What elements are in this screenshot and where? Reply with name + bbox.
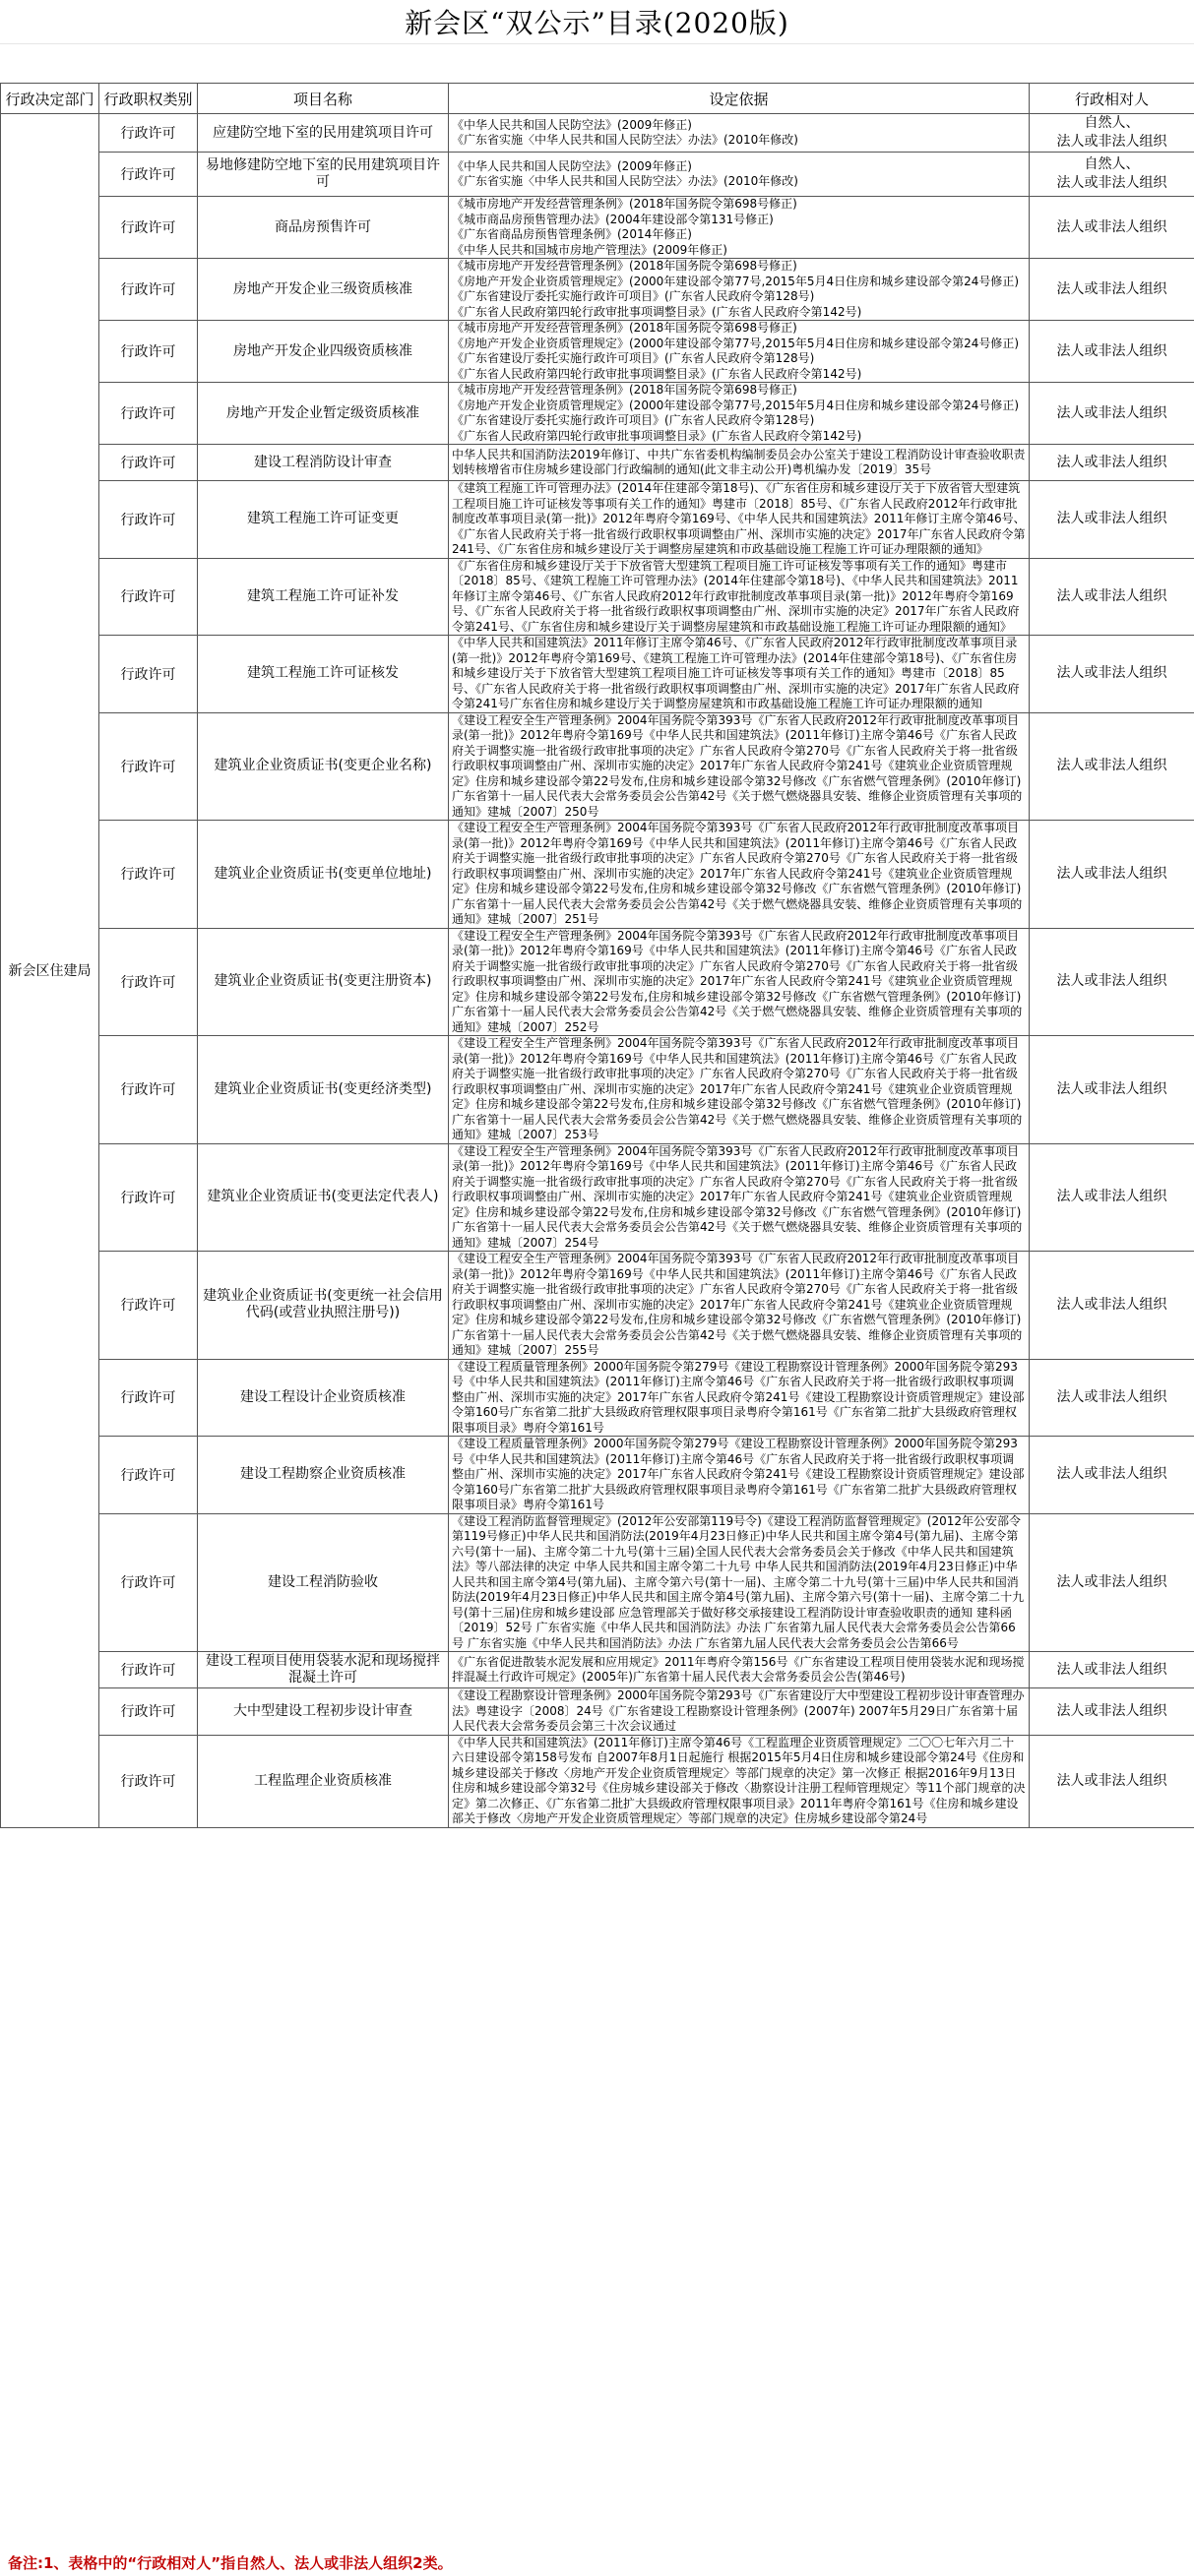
basis-cell: 《建设工程安全生产管理条例》2004年国务院令第393号《广东省人民政府2012年行政审批制度改革事项目录(第一批)》2012年粤府令第169号《中华人民共和国建筑法》(2011年修订)主席令第46号《广东省人民政府关于调整实施一批省级行政审批事项的决定》广东省人民政府令第270号《广东省人民政府关于将一批省级行政职权事项调整由广州、深圳市实施的决定》2017年广东省人民政府令第241号《建筑业企业资质管理规定》住房和城乡建设部令第22号发布,住房和城乡建设部令第32号修改《广东省燃气管理条例》(2010年修订)广东省第十一届人民代表大会常务委员会公告第42号《关于燃气燃烧器具安装、维修企业资质管理有关事项的通知》建城〔2007〕252号 (449, 928, 1030, 1036)
table-row (1, 558, 1194, 636)
table-row (1, 1252, 1194, 1360)
header-name: 项目名称 (198, 84, 449, 114)
table-row (1, 321, 1194, 383)
basis-cell: 《建设工程安全生产管理条例》2004年国务院令第393号《广东省人民政府2012年行政审批制度改革事项目录(第一批)》2012年粤府令第169号《中华人民共和国建筑法》(2011年修订)主席令第46号《广东省人民政府关于调整实施一批省级行政审批事项的决定》广东省人民政府令第270号《广东省人民政府关于将一批省级行政职权事项调整由广州、深圳市实施的决定》2017年广东省人民政府令第241号《建筑业企业资质管理规定》住房和城乡建设部令第22号发布,住房和城乡建设部令第32号修改《广东省燃气管理条例》(2010年修订)广东省第十一届人民代表大会常务委员会公告第42号《关于燃气燃烧器具安装、维修企业资质管理有关事项的通知》建城〔2007〕255号 (449, 1252, 1030, 1360)
table-row (1, 636, 1194, 713)
target-cell: 法人或非法人组织 (1030, 1359, 1194, 1437)
name-cell: 建设工程设计企业资质核准 (198, 1359, 449, 1437)
table-row (1, 153, 1194, 197)
target-cell: 法人或非法人组织 (1030, 928, 1194, 1036)
table-row (1, 197, 1194, 259)
basis-cell: 《建设工程安全生产管理条例》2004年国务院令第393号《广东省人民政府2012年行政审批制度改革事项目录(第一批)》2012年粤府令第169号《中华人民共和国建筑法》(2011年修订)主席令第46号《广东省人民政府关于调整实施一批省级行政审批事项的决定》广东省人民政府令第270号《广东省人民政府关于将一批省级行政职权事项调整由广州、深圳市实施的决定》2017年广东省人民政府令第241号《建筑业企业资质管理规定》住房和城乡建设部令第22号发布,住房和城乡建设部令第32号修改《广东省燃气管理条例》(2010年修订)广东省第十一届人民代表大会常务委员会公告第42号《关于燃气燃烧器具安装、维修企业资质管理有关事项的通知》建城〔2007〕250号 (449, 712, 1030, 821)
table-row (1, 1437, 1194, 1514)
name-cell: 建筑业企业资质证书(变更统一社会信用代码(或营业执照注册号)) (198, 1252, 449, 1360)
name-cell: 房地产开发企业四级资质核准 (198, 321, 449, 383)
name-cell: 易地修建防空地下室的民用建筑项目许可 (198, 153, 449, 197)
name-cell: 建设工程勘察企业资质核准 (198, 1437, 449, 1514)
kind-cell: 行政许可 (99, 1513, 198, 1652)
table-row (1, 1143, 1194, 1252)
dept-cell: 新会区住建局 (1, 114, 99, 1828)
basis-cell: 《建设工程质量管理条例》2000年国务院令第279号《建设工程勘察设计管理条例》2000年国务院令第293号《中华人民共和国建筑法》(2011年修订)主席令第46号《广东省人民政府关于将一批省级行政职权事项调整由广州、深圳市实施的决定》2017年广东省人民政府令第241号《建设工程勘察设计资质管理规定》建设部令第160号广东省第二批扩大县级政府管理权限事项目录粤府令第161号《广东省第二批扩大县级政府管理权限事项目录》粤府令第161号 (449, 1437, 1030, 1514)
kind-cell: 行政许可 (99, 1688, 198, 1736)
target-cell: 法人或非法人组织 (1030, 1652, 1194, 1688)
name-cell: 建设工程消防验收 (198, 1513, 449, 1652)
table-row (1, 1036, 1194, 1144)
basis-cell: 《建设工程安全生产管理条例》2004年国务院令第393号《广东省人民政府2012年行政审批制度改革事项目录(第一批)》2012年粤府令第169号《中华人民共和国建筑法》(2011年修订)主席令第46号《广东省人民政府关于调整实施一批省级行政审批事项的决定》广东省人民政府令第270号《广东省人民政府关于将一批省级行政职权事项调整由广州、深圳市实施的决定》2017年广东省人民政府令第241号《建筑业企业资质管理规定》住房和城乡建设部令第22号发布,住房和城乡建设部令第32号修改《广东省燃气管理条例》(2010年修订)广东省第十一届人民代表大会常务委员会公告第42号《关于燃气燃烧器具安装、维修企业资质管理有关事项的通知》建城〔2007〕254号 (449, 1143, 1030, 1252)
kind-cell: 行政许可 (99, 259, 198, 321)
basis-cell: 中华人民共和国消防法2019年修订、中共广东省委机构编制委员会办公室关于建设工程消防设计审查验收职责划转核增省市住房城乡建设部门行政编制的通知(此文非主动公开)粤机编办发〔2019〕35号 (449, 445, 1030, 481)
name-cell: 大中型建设工程初步设计审查 (198, 1688, 449, 1736)
name-cell: 应建防空地下室的民用建筑项目许可 (198, 114, 449, 153)
basis-cell: 《建设工程安全生产管理条例》2004年国务院令第393号《广东省人民政府2012年行政审批制度改革事项目录(第一批)》2012年粤府令第169号《中华人民共和国建筑法》(2011年修订)主席令第46号《广东省人民政府关于调整实施一批省级行政审批事项的决定》广东省人民政府令第270号《广东省人民政府关于将一批省级行政职权事项调整由广州、深圳市实施的决定》2017年广东省人民政府令第241号《建筑业企业资质管理规定》住房和城乡建设部令第22号发布,住房和城乡建设部令第32号修改《广东省燃气管理条例》(2010年修订)广东省第十一届人民代表大会常务委员会公告第42号《关于燃气燃烧器具安装、维修企业资质管理有关事项的通知》建城〔2007〕253号 (449, 1036, 1030, 1144)
basis-cell: 《建设工程质量管理条例》2000年国务院令第279号《建设工程勘察设计管理条例》2000年国务院令第293号《中华人民共和国建筑法》(2011年修订)主席令第46号《广东省人民政府关于将一批省级行政职权事项调整由广州、深圳市实施的决定》2017年广东省人民政府令第241号《建设工程勘察设计资质管理规定》建设部令第160号广东省第二批扩大县级政府管理权限事项目录粤府令第161号《广东省第二批扩大县级政府管理权限事项目录》粤府令第161号 (449, 1359, 1030, 1437)
target-cell: 自然人、 法人或非法人组织 (1030, 114, 1194, 153)
basis-cell: 《城市房地产开发经营管理条例》(2018年国务院令第698号修正) 《房地产开发企业资质管理规定》(2000年建设部令第77号,2015年5月4日住房和城乡建设部令第24号修正) 《广东省建设厅委托实施行政许可项目》(广东省人民政府令第128号) 《广东省人民政府第四轮行政审批事项调整目录》(广东省人民政府令第142号) (449, 383, 1030, 445)
target-cell: 法人或非法人组织 (1030, 1688, 1194, 1736)
name-cell: 工程监理企业资质核准 (198, 1735, 449, 1827)
basis-cell: 《建筑工程施工许可管理办法》(2014年住建部令第18号)、《广东省住房和城乡建设厅关于下放省管大型建筑工程项目施工许可证核发等事项有关工作的通知》粤建市〔2018〕85号、《广东省人民政府2012年行政审批制度改革事项目录(第一批)》2012年粤府令第169号、《中华人民共和国建筑法》2011年修订主席令第46号、《广东省人民政府关于将一批省级行政职权事项调整由广州、深圳市实施的决定》2017年广东省人民政府令第241号、《广东省住房和城乡建设厅关于调整房屋建筑和市政基础设施工程施工许可证办理限额的通知》 (449, 481, 1030, 559)
table-row (1, 383, 1194, 445)
target-cell: 法人或非法人组织 (1030, 383, 1194, 445)
table-body (1, 114, 1194, 1828)
table-row (1, 445, 1194, 481)
target-cell: 法人或非法人组织 (1030, 558, 1194, 636)
basis-cell: 《城市房地产开发经营管理条例》(2018年国务院令第698号修正) 《房地产开发企业资质管理规定》(2000年建设部令第77号,2015年5月4日住房和城乡建设部令第24号修正) 《广东省建设厅委托实施行政许可项目》(广东省人民政府令第128号) 《广东省人民政府第四轮行政审批事项调整目录》(广东省人民政府令第142号) (449, 321, 1030, 383)
kind-cell: 行政许可 (99, 321, 198, 383)
target-cell: 法人或非法人组织 (1030, 197, 1194, 259)
target-cell: 法人或非法人组织 (1030, 1513, 1194, 1652)
name-cell: 建设工程项目使用袋装水泥和现场搅拌混凝土许可 (198, 1652, 449, 1688)
basis-cell: 《中华人民共和国人民防空法》(2009年修正) 《广东省实施〈中华人民共和国人民防空法〉办法》(2010年修改) (449, 153, 1030, 197)
basis-cell: 《广东省住房和城乡建设厅关于下放省管大型建筑工程项目施工许可证核发等事项有关工作的通知》粤建市〔2018〕85号、《建筑工程施工许可管理办法》(2014年住建部令第18号)、《中华人民共和国建筑法》2011年修订主席令第46号、《广东省人民政府2012年行政审批制度改革事项目录(第一批)》2012年粤府令第169号、《广东省人民政府关于将一批省级行政职权事项调整由广州、深圳市实施的决定》2017年广东省人民政府令第241号、《广东省住房和城乡建设厅关于调整房屋建筑和市政基础设施工程施工许可证办理限额的通知》 (449, 558, 1030, 636)
name-cell: 建筑工程施工许可证核发 (198, 636, 449, 713)
name-cell: 建筑工程施工许可证变更 (198, 481, 449, 559)
target-cell: 法人或非法人组织 (1030, 321, 1194, 383)
table-row (1, 712, 1194, 821)
table-row (1, 1652, 1194, 1688)
kind-cell: 行政许可 (99, 712, 198, 821)
basis-cell: 《中华人民共和国建筑法》(2011年修订)主席令第46号《工程监理企业资质管理规定》二〇〇七年六月二十六日建设部令第158号发布 自2007年8月1日起施行 根据2015年5月4日住房和城乡建设部令第24号《住房和城乡建设部关于修改〈房地产开发企业资质管理规定〉等部门规章的决定》第一次修正 根据2016年9月13日住房和城乡建设部令第32号《住房城乡建设部关于修改〈勘察设计注册工程师管理规定〉等11个部门规章的决定》第二次修正、《广东省第二批扩大县级政府管理权限事项目录》2011年粤府令第161号《住房和城乡建设部关于修改〈房地产开发企业资质管理规定〉等部门规章的决定》住房城乡建设部令第24号 (449, 1735, 1030, 1827)
name-cell: 建筑业企业资质证书(变更注册资本) (198, 928, 449, 1036)
header-basis: 设定依据 (449, 84, 1030, 114)
header-row (1, 84, 1194, 114)
kind-cell: 行政许可 (99, 1359, 198, 1437)
kind-cell: 行政许可 (99, 153, 198, 197)
kind-cell: 行政许可 (99, 481, 198, 559)
page-title: 新会区“双公示”目录(2020版) (405, 7, 789, 39)
kind-cell: 行政许可 (99, 1652, 198, 1688)
kind-cell: 行政许可 (99, 197, 198, 259)
kind-cell: 行政许可 (99, 1735, 198, 1827)
table-row (1, 821, 1194, 929)
kind-cell: 行政许可 (99, 1437, 198, 1514)
name-cell: 建筑业企业资质证书(变更法定代表人) (198, 1143, 449, 1252)
target-cell: 法人或非法人组织 (1030, 712, 1194, 821)
name-cell: 建筑业企业资质证书(变更企业名称) (198, 712, 449, 821)
basis-cell: 《建设工程勘察设计管理条例》2000年国务院令第293号《广东省建设厅大中型建设工程初步设计审查管理办法》粤建设字〔2008〕24号《广东省建设工程勘察设计管理条例》(2007年) 2007年5月29日广东省第十届人民代表大会常务委员会第三十次会议通过 (449, 1688, 1030, 1736)
target-cell: 法人或非法人组织 (1030, 1143, 1194, 1252)
target-cell: 法人或非法人组织 (1030, 1437, 1194, 1514)
table-row (1, 1688, 1194, 1736)
kind-cell: 行政许可 (99, 821, 198, 929)
target-cell: 法人或非法人组织 (1030, 1036, 1194, 1144)
name-cell: 建设工程消防设计审查 (198, 445, 449, 481)
target-cell: 法人或非法人组织 (1030, 445, 1194, 481)
kind-cell: 行政许可 (99, 928, 198, 1036)
name-cell: 建筑业企业资质证书(变更单位地址) (198, 821, 449, 929)
header-kind: 行政职权类别 (99, 84, 198, 114)
basis-cell: 《中华人民共和国建筑法》2011年修订主席令第46号、《广东省人民政府2012年行政审批制度改革事项目录(第一批)》2012年粤府令第169号、《建筑工程施工许可管理办法》(2014年住建部令第18号)、《广东省住房和城乡建设厅关于下放省管大型建筑工程项目施工许可证核发等事项有关工作的通知》粤建市〔2018〕85号、《广东省人民政府关于将一批省级行政职权事项调整由广州、深圳市实施的决定》2017年广东省人民政府令第241号广东省住房和城乡建设厅关于调整房屋建筑和市政基础设施工程施工许可证办理限额的通知 (449, 636, 1030, 713)
kind-cell: 行政许可 (99, 1143, 198, 1252)
footnote: 备注:1、表格中的“行政相对人”指自然人、法人或非法人组织2类。 (8, 2554, 453, 2572)
kind-cell: 行政许可 (99, 558, 198, 636)
table-row (1, 114, 1194, 153)
blank-row (0, 43, 1194, 84)
basis-cell: 《建设工程安全生产管理条例》2004年国务院令第393号《广东省人民政府2012年行政审批制度改革事项目录(第一批)》2012年粤府令第169号《中华人民共和国建筑法》(2011年修订)主席令第46号《广东省人民政府关于调整实施一批省级行政审批事项的决定》广东省人民政府令第270号《广东省人民政府关于将一批省级行政职权事项调整由广州、深圳市实施的决定》2017年广东省人民政府令第241号《建筑业企业资质管理规定》住房和城乡建设部令第22号发布,住房和城乡建设部令第32号修改《广东省燃气管理条例》(2010年修订)广东省第十一届人民代表大会常务委员会公告第42号《关于燃气燃烧器具安装、维修企业资质管理有关事项的通知》建城〔2007〕251号 (449, 821, 1030, 929)
table-row (1, 259, 1194, 321)
header-target: 行政相对人 (1030, 84, 1194, 114)
target-cell: 法人或非法人组织 (1030, 636, 1194, 713)
kind-cell: 行政许可 (99, 383, 198, 445)
name-cell: 房地产开发企业三级资质核准 (198, 259, 449, 321)
table-row (1, 1735, 1194, 1827)
target-cell: 法人或非法人组织 (1030, 1252, 1194, 1360)
kind-cell: 行政许可 (99, 114, 198, 153)
basis-cell: 《城市房地产开发经营管理条例》(2018年国务院令第698号修正) 《城市商品房预售管理办法》(2004年建设部令第131号修正) 《广东省商品房预售管理条例》(2014年修正) 《中华人民共和国城市房地产管理法》(2009年修正) (449, 197, 1030, 259)
kind-cell: 行政许可 (99, 1252, 198, 1360)
catalog-table (0, 83, 1194, 1828)
name-cell: 房地产开发企业暂定级资质核准 (198, 383, 449, 445)
table-row (1, 1359, 1194, 1437)
target-cell: 法人或非法人组织 (1030, 481, 1194, 559)
table-row (1, 928, 1194, 1036)
name-cell: 建筑业企业资质证书(变更经济类型) (198, 1036, 449, 1144)
basis-cell: 《城市房地产开发经营管理条例》(2018年国务院令第698号修正) 《房地产开发企业资质管理规定》(2000年建设部令第77号,2015年5月4日住房和城乡建设部令第24号修正) 《广东省建设厅委托实施行政许可项目》(广东省人民政府令第128号) 《广东省人民政府第四轮行政审批事项调整目录》(广东省人民政府令第142号) (449, 259, 1030, 321)
kind-cell: 行政许可 (99, 636, 198, 713)
basis-cell: 《建设工程消防监督管理规定》(2012年公安部第119号令)《建设工程消防监督管理规定》(2012年公安部令第119号修正)中华人民共和国消防法(2019年4月23日修正)中华人民共和国主席令第4号(第九届)、主席令第六号(第十一届)、主席令第二十九号(第十三届)全国人民代表大会常务委员会关于修改《中华人民共和国建筑法》等八部法律的决定 中华人民共和国主席令第二十九号 中华人民共和国消防法(2019年4月23日修正)中华人民共和国主席令第4号(第九届)、主席令第六号(第十一届)、主席令第二十九号(第十三届)中华人民共和国消防法(2019年4月23日修正)中华人民共和国主席令第4号(第九届)、主席令第六号(第十一届)、主席令第二十九号(第十三届)住房和城乡建设部 应急管理部关于做好移交承接建设工程消防设计审查验收职责的通知 建科函〔2019〕52号 广东省实施《中华人民共和国消防法》办法 广东省第九届人民代表大会常务委员会公告第66号 广东省实施《中华人民共和国消防法》办法 广东省第九届人民代表大会常务委员会公告第66号 (449, 1513, 1030, 1652)
target-cell: 法人或非法人组织 (1030, 821, 1194, 929)
kind-cell: 行政许可 (99, 445, 198, 481)
target-cell: 法人或非法人组织 (1030, 259, 1194, 321)
name-cell: 建筑工程施工许可证补发 (198, 558, 449, 636)
target-cell: 自然人、 法人或非法人组织 (1030, 153, 1194, 197)
target-cell: 法人或非法人组织 (1030, 1735, 1194, 1827)
kind-cell: 行政许可 (99, 1036, 198, 1144)
basis-cell: 《广东省促进散装水泥发展和应用规定》2011年粤府令第156号《广东省建设工程项目使用袋装水泥和现场搅拌混凝土行政许可规定》(2005年)广东省第十届人民代表大会常务委员会公告(第46号) (449, 1652, 1030, 1688)
header-dept: 行政决定部门 (1, 84, 99, 114)
table-row (1, 1513, 1194, 1652)
table-row (1, 481, 1194, 559)
name-cell: 商品房预售许可 (198, 197, 449, 259)
basis-cell: 《中华人民共和国人民防空法》(2009年修正) 《广东省实施〈中华人民共和国人民防空法〉办法》(2010年修改) (449, 114, 1030, 153)
